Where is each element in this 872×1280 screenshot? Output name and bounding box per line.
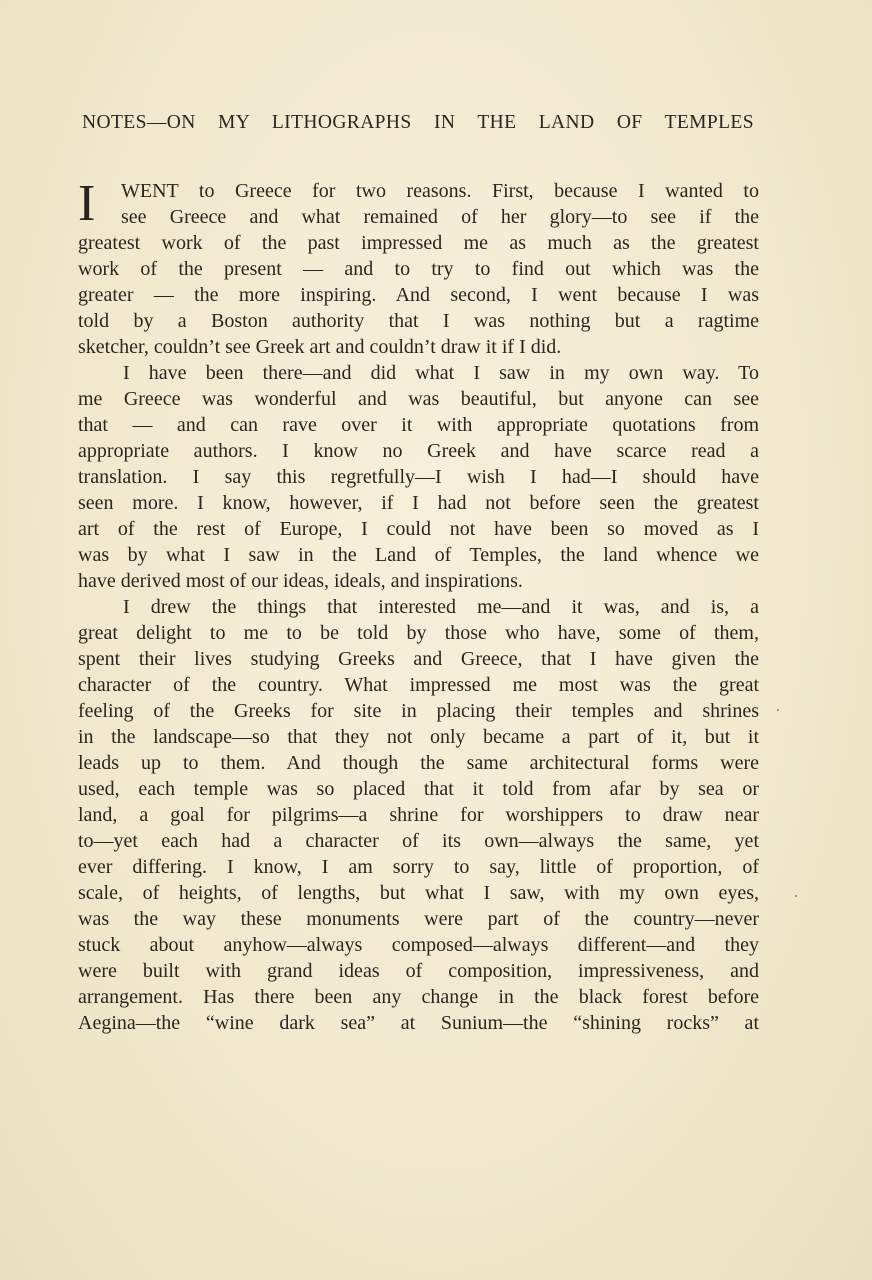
text-line: was by what I saw in the Land of Temples, the land whence we bbox=[78, 544, 759, 566]
text-line: leads up to them. And though the same architectural forms were bbox=[78, 752, 759, 774]
text-line: in the landscape—so that they not only became a part of it, but it bbox=[78, 726, 759, 748]
text-line: seen more. I know, however, if I had not before seen the greatest bbox=[78, 492, 759, 514]
text-line: arrangement. Has there been any change in the black forest before bbox=[78, 986, 759, 1008]
text-line: see Greece and what remained of her glory—to see if the bbox=[121, 206, 759, 228]
running-head: NOTES—ON MY LITHOGRAPHS IN THE LAND OF TEMPLES bbox=[82, 112, 754, 133]
paragraph-3 bbox=[78, 594, 759, 1036]
text-line: character of the country. What impressed me most was the great bbox=[78, 674, 759, 696]
text-line: great delight to me to be told by those who have, some of them, bbox=[78, 622, 759, 644]
text-line: work of the present — and to try to find out which was the bbox=[78, 258, 759, 280]
text-line: greatest work of the past impressed me as much as the greatest bbox=[78, 232, 759, 254]
text-line: feeling of the Greeks for site in placing their temples and shrines bbox=[78, 700, 759, 722]
drop-cap: I bbox=[78, 175, 96, 232]
text-line: sketcher, couldn’t see Greek art and couldn’t draw it if I did. bbox=[78, 336, 562, 358]
text-line: spent their lives studying Greeks and Greece, that I have given the bbox=[78, 648, 759, 670]
text-line: used, each temple was so placed that it told from afar by sea or bbox=[78, 778, 759, 800]
text-line: I have been there—and did what I saw in my own way. To bbox=[123, 362, 759, 384]
text-line: have derived most of our ideas, ideals, and inspirations. bbox=[78, 570, 523, 592]
text-line: was the way these monuments were part of the country—never bbox=[78, 908, 759, 930]
text-line: art of the rest of Europe, I could not have been so moved as I bbox=[78, 518, 759, 540]
text-line: me Greece was wonderful and was beautiful, but anyone can see bbox=[78, 388, 759, 410]
text-line: appropriate authors. I know no Greek and have scarce read a bbox=[78, 440, 759, 462]
text-line: ever differing. I know, I am sorry to say, little of proportion, of bbox=[78, 856, 759, 878]
text-line: I drew the things that interested me—and it was, and is, a bbox=[123, 596, 759, 618]
text-line: Aegina—the “wine dark sea” at Sunium—the “shining rocks” at bbox=[78, 1012, 759, 1034]
paragraph-1 bbox=[78, 175, 759, 360]
body-text bbox=[78, 175, 759, 1036]
text-line: told by a Boston authority that I was nothing but a ragtime bbox=[78, 310, 759, 332]
text-line: that — and can rave over it with appropriate quotations from bbox=[78, 414, 759, 436]
text-line: were built with grand ideas of composition, impressiveness, and bbox=[78, 960, 759, 982]
text-line: land, a goal for pilgrims—a shrine for worshippers to draw near bbox=[78, 804, 759, 826]
text-line: WENT to Greece for two reasons. First, because I wanted to bbox=[121, 180, 759, 202]
paper-speck bbox=[795, 895, 797, 897]
text-line: stuck about anyhow—always composed—always different—and they bbox=[78, 934, 759, 956]
paragraph-2 bbox=[78, 360, 759, 594]
text-line: to—yet each had a character of its own—always the same, yet bbox=[78, 830, 759, 852]
paper-speck bbox=[777, 709, 779, 711]
text-line: translation. I say this regretfully—I wish I had—I should have bbox=[78, 466, 759, 488]
text-line: scale, of heights, of lengths, but what I saw, with my own eyes, bbox=[78, 882, 759, 904]
text-line: greater — the more inspiring. And second, I went because I was bbox=[78, 284, 759, 306]
